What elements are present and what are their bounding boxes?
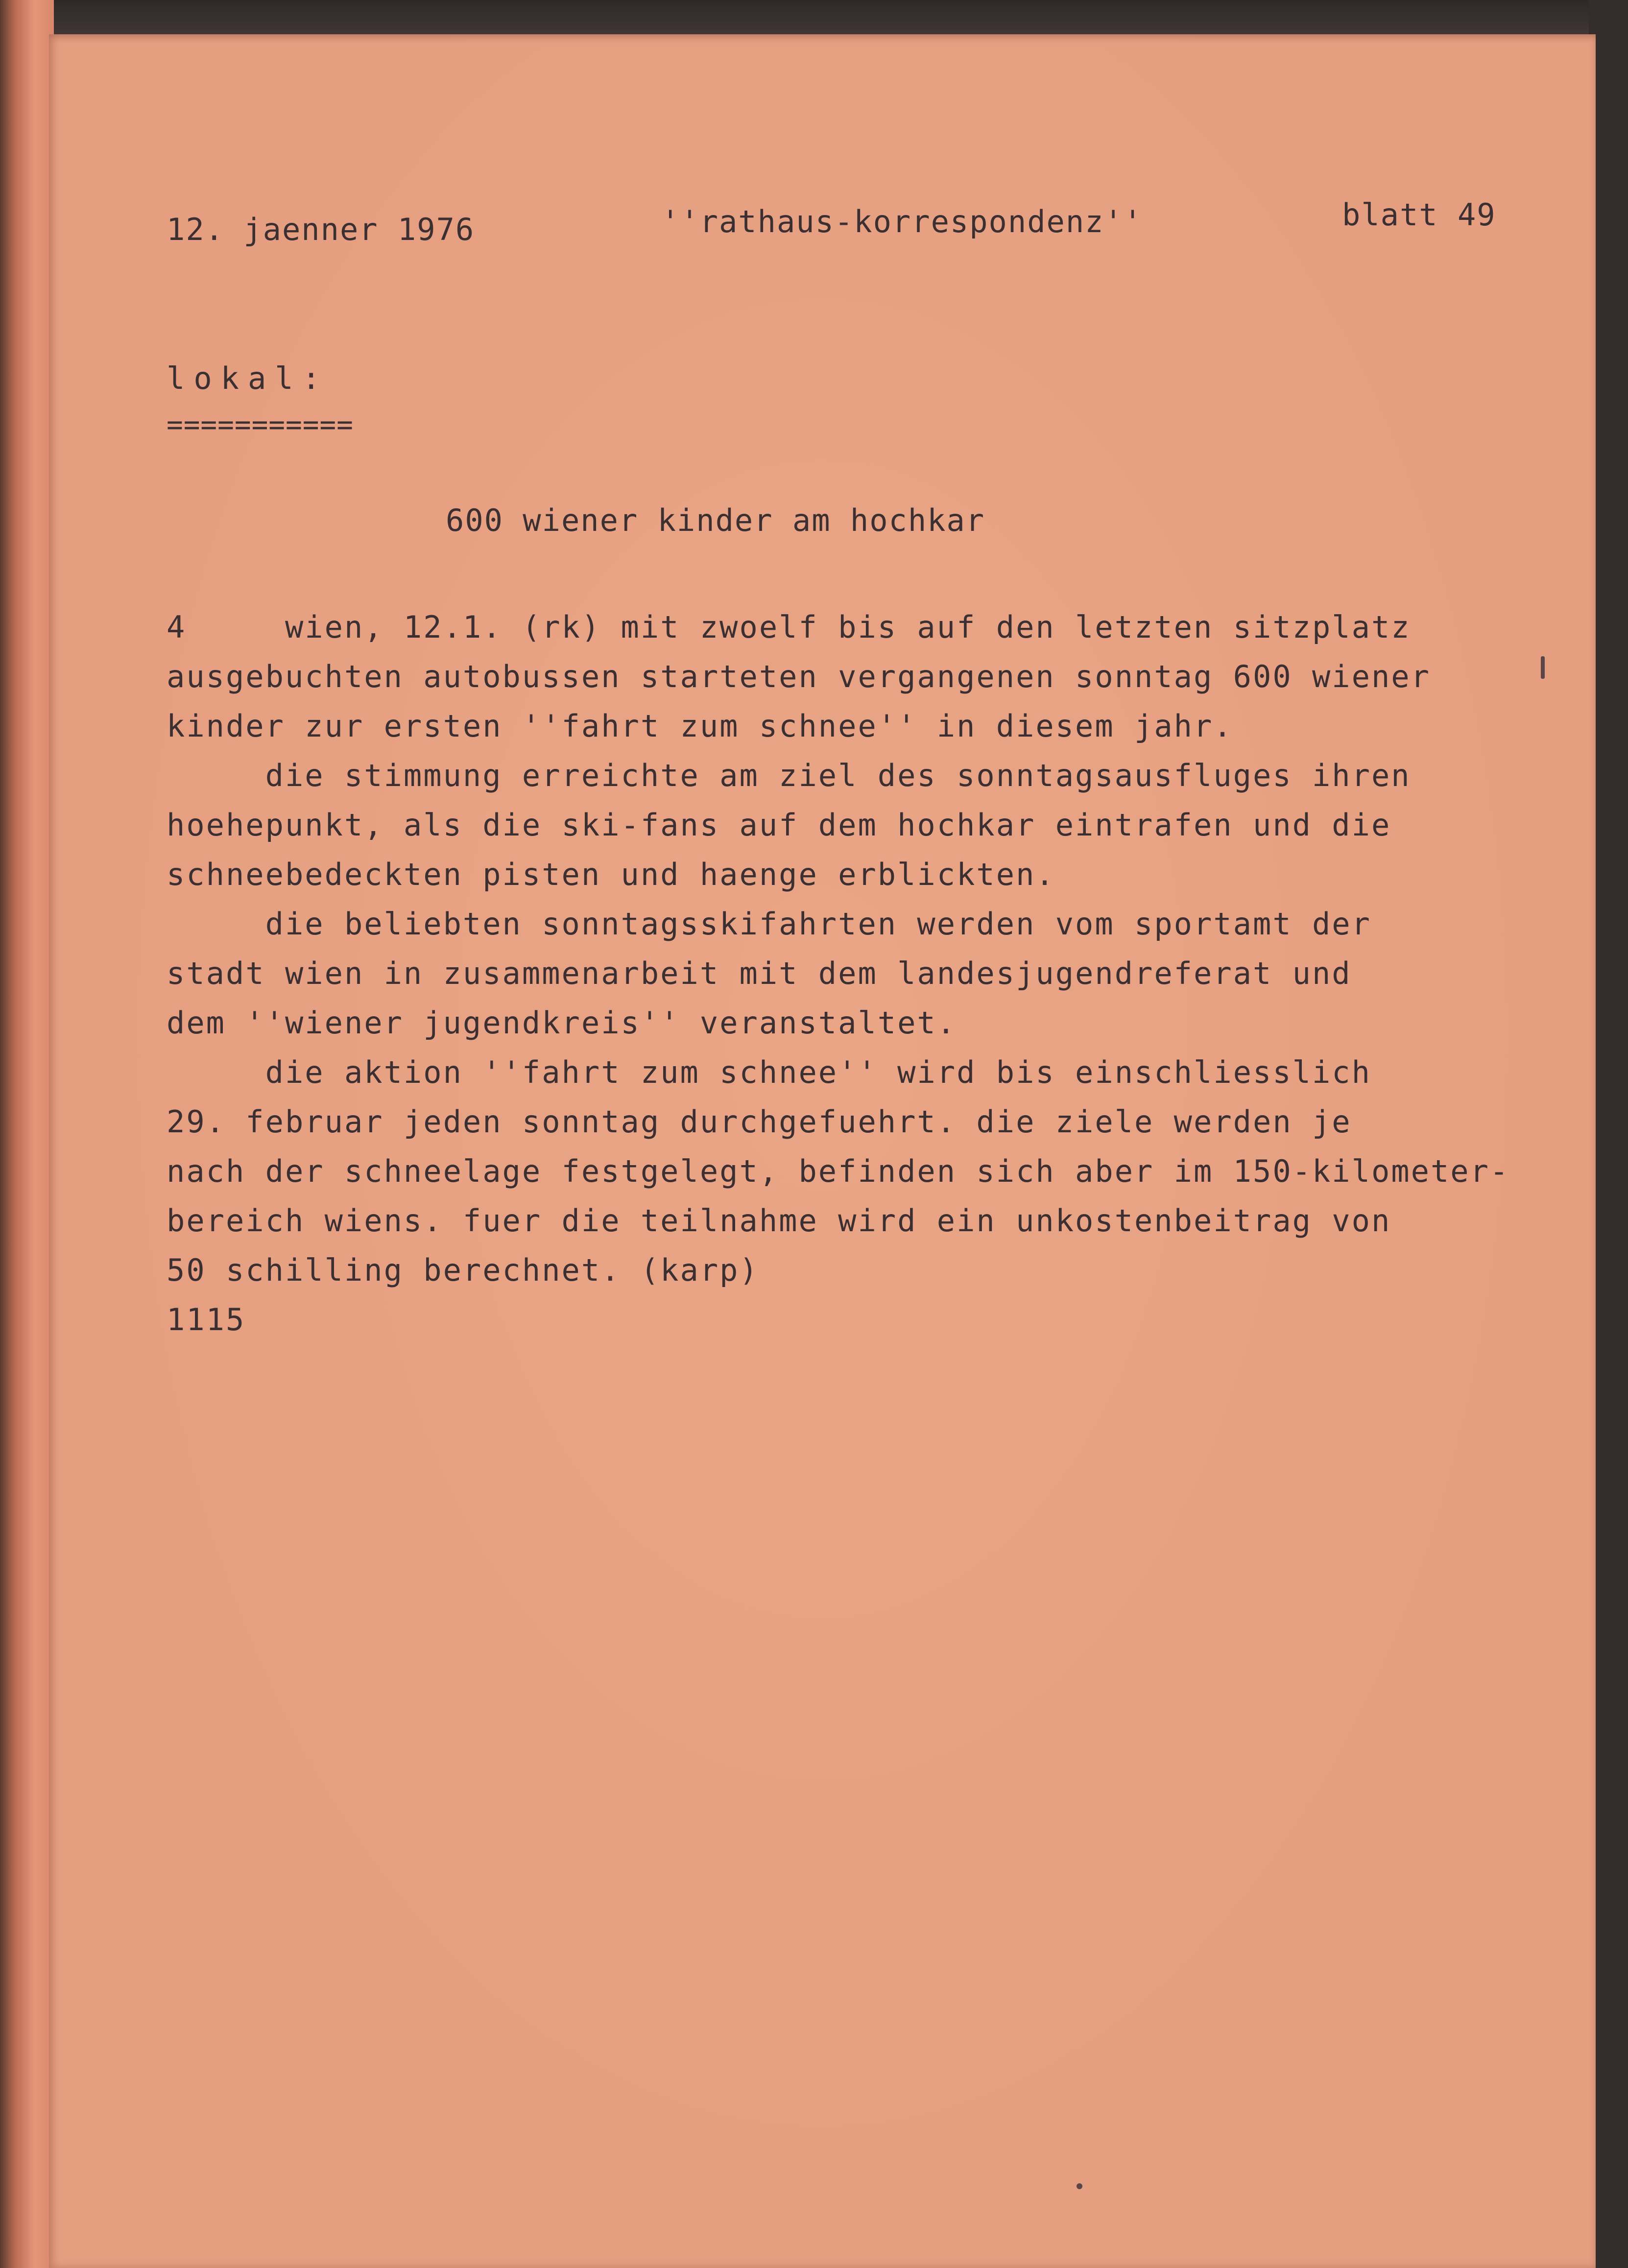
article-line: dem ''wiener jugendkreis'' veranstaltet.: [167, 1005, 957, 1041]
article-line: 4 wien, 12.1. (rk) mit zwoelf bis auf den letzten sitzplatz: [167, 609, 1411, 645]
article-line: bereich wiens. fuer die teilnahme wird ein unkostenbeitrag von: [167, 1203, 1391, 1239]
header-page-number: blatt 49: [1342, 197, 1496, 233]
document-page: [49, 34, 1596, 2268]
scan-page-edge-left: [0, 0, 54, 2268]
article-line: nach der schneelage festgelegt, befinden sich aber im 150-kilometer-: [167, 1153, 1510, 1189]
paper-speck: [1077, 2183, 1082, 2189]
header-publication-title: ''rathaus-korrespondenz'': [661, 204, 1143, 239]
article-line: stadt wien in zusammenarbeit mit dem landesjugendreferat und: [167, 955, 1352, 991]
article-line: 1115: [167, 1302, 246, 1337]
article-line: kinder zur ersten ''fahrt zum schnee'' in diesem jahr.: [167, 708, 1233, 744]
article-line: hoehepunkt, als die ski-fans auf dem hochkar eintrafen und die: [167, 807, 1391, 843]
section-underline: ===========: [167, 409, 354, 441]
section-heading: lokal:: [167, 360, 329, 396]
paper-speck: [1541, 656, 1545, 679]
article-line: die aktion ''fahrt zum schnee'' wird bis einschliesslich: [167, 1054, 1371, 1090]
article-line: ausgebuchten autobussen starteten vergangenen sonntag 600 wiener: [167, 659, 1431, 694]
article-body: [167, 602, 1577, 1344]
scan-background-top: [0, 0, 1628, 39]
article-line: 50 schilling berechnet. (karp): [167, 1252, 759, 1288]
article-line: 29. februar jeden sonntag durchgefuehrt. die ziele werden je: [167, 1104, 1352, 1140]
header-date: 12. jaenner 1976: [167, 212, 475, 247]
article-headline: 600 wiener kinder am hochkar: [446, 502, 985, 538]
article-line: schneebedeckten pisten und haenge erblickten.: [167, 857, 1055, 892]
article-line: die stimmung erreichte am ziel des sonntagsausfluges ihren: [167, 758, 1411, 793]
article-line: die beliebten sonntagsskifahrten werden vom sportamt der: [167, 906, 1371, 942]
